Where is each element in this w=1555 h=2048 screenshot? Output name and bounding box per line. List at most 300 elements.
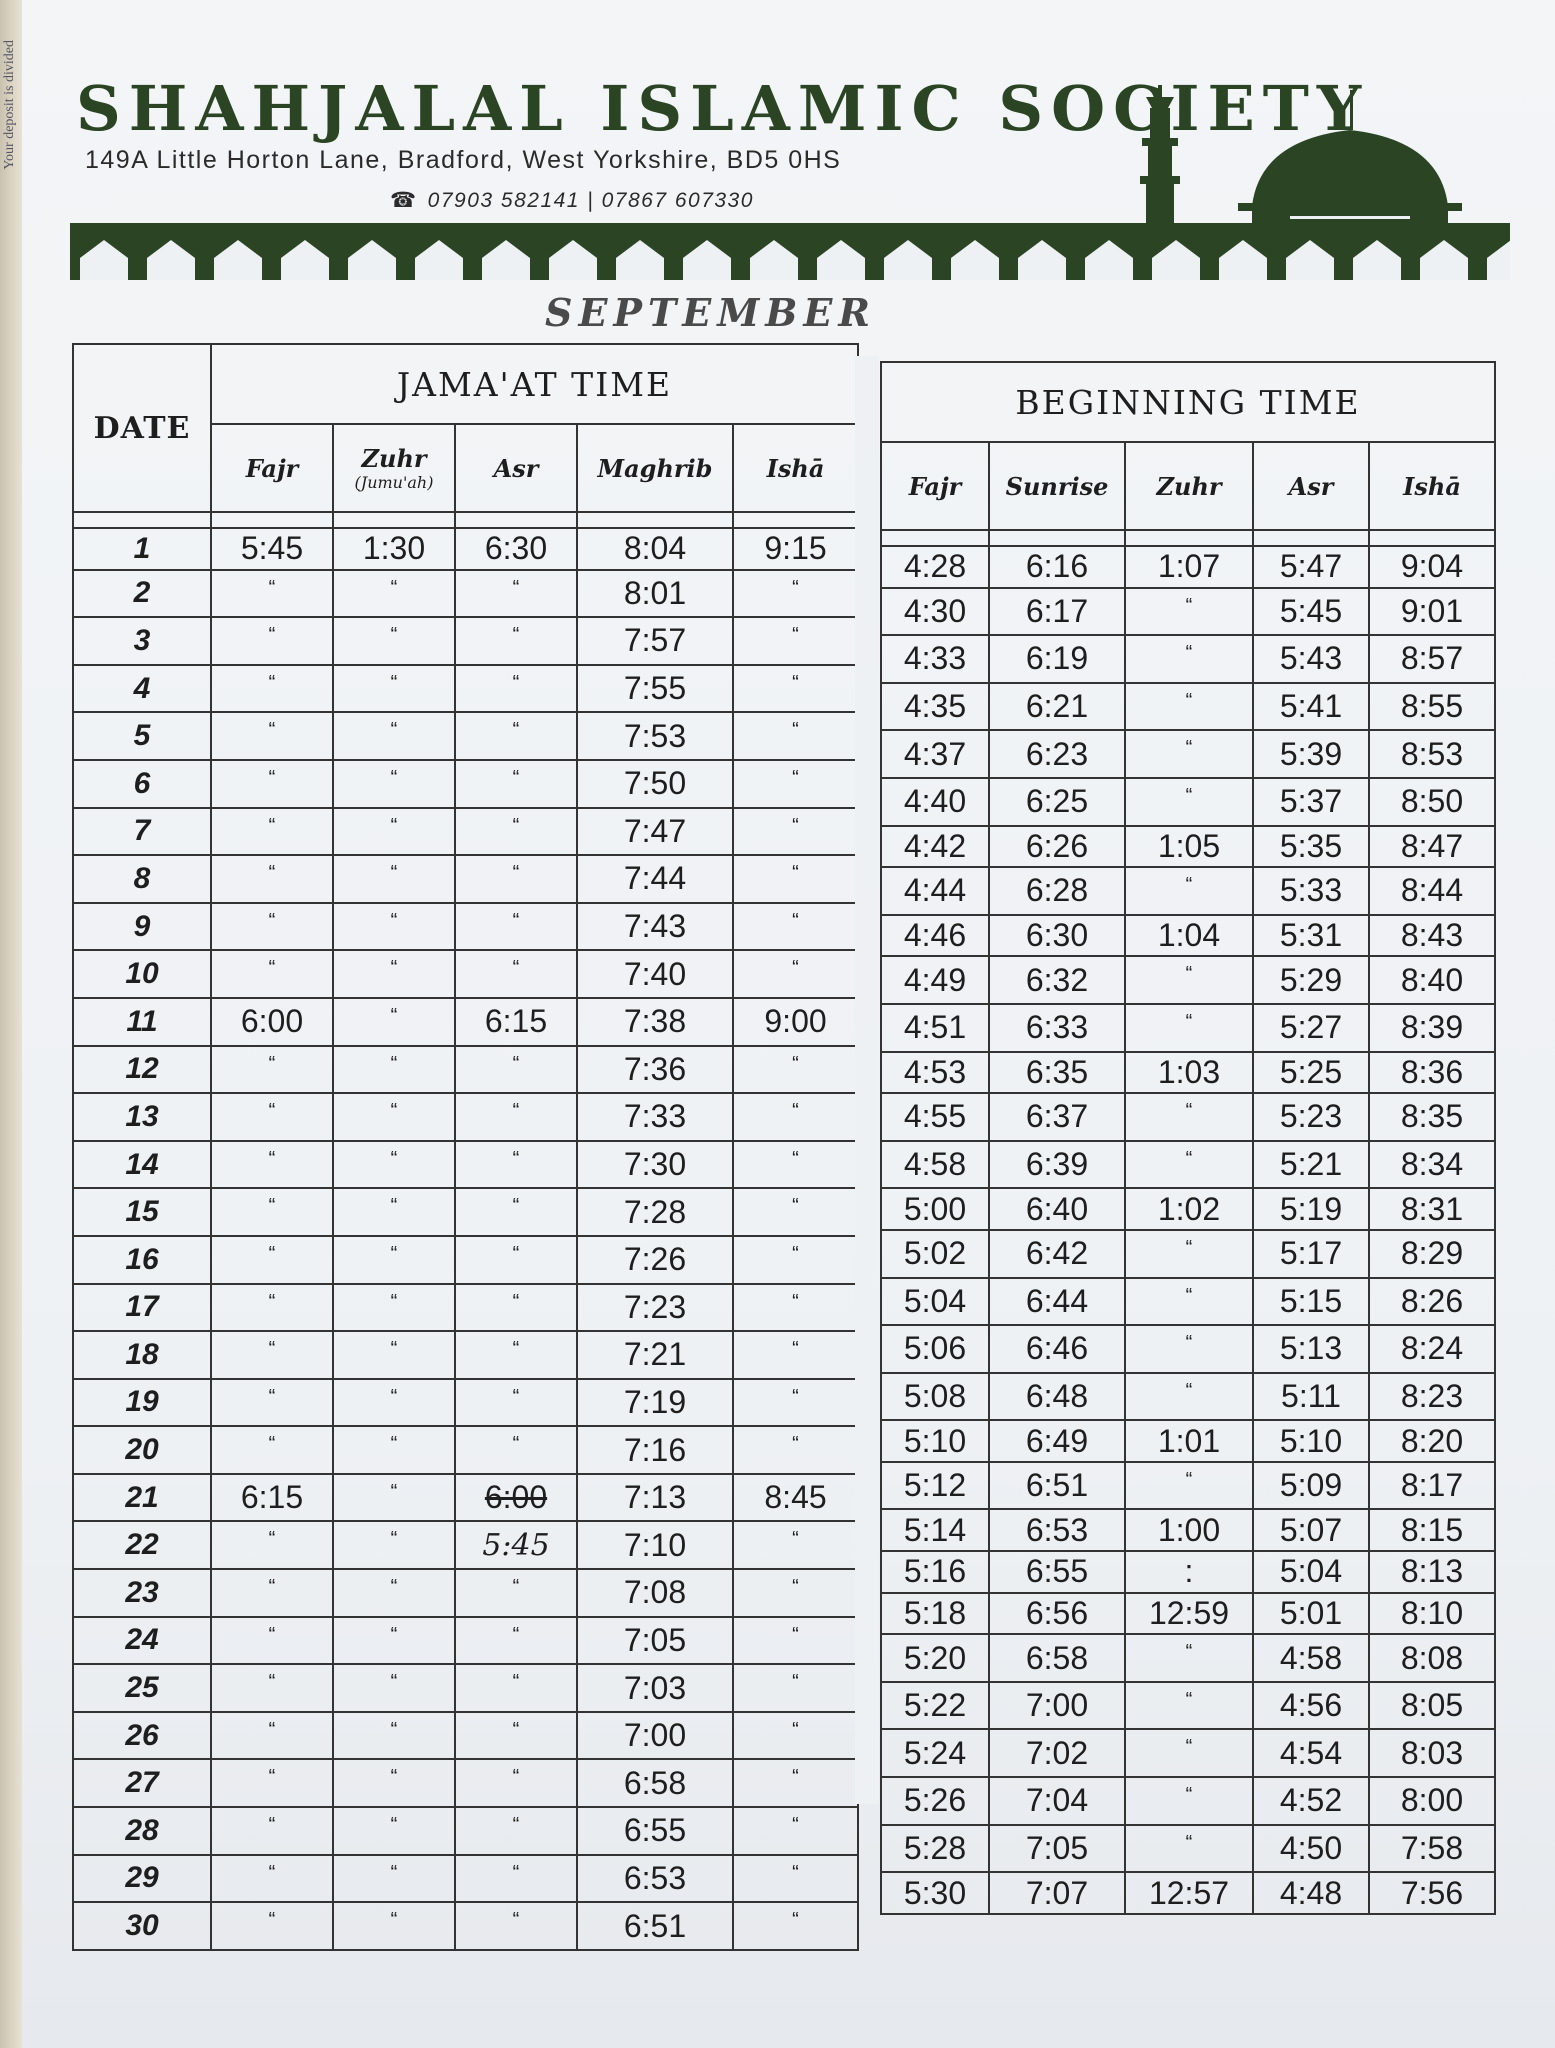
beginning-time-cell: 5:21: [1253, 1141, 1369, 1189]
beginning-time-cell: 5:09: [1253, 1462, 1369, 1510]
table-row: [73, 1141, 858, 1189]
jamaat-time-cell: 8:01: [577, 570, 733, 618]
jamaat-time-cell: “: [455, 808, 577, 856]
table-row: [881, 1729, 1495, 1777]
jamaat-time-cell: “: [211, 1902, 333, 1950]
beginning-time-cell: 8:26: [1369, 1278, 1495, 1326]
jamaat-time-cell: “: [333, 1379, 455, 1427]
jamaat-time-cell: 9:00: [733, 998, 858, 1046]
jamaat-time-cell: “: [455, 1284, 577, 1332]
beginning-time-cell: 6:51: [989, 1462, 1125, 1510]
beginning-time-cell: 6:16: [989, 546, 1125, 588]
jamaat-time-cell: “: [333, 1664, 455, 1712]
beginning-time-cell: 6:26: [989, 826, 1125, 868]
date-cell: 21: [73, 1474, 211, 1522]
beginning-time-cell: 4:33: [881, 635, 989, 683]
beginning-time-cell: 4:50: [1253, 1825, 1369, 1873]
beginning-time-cell: 9:04: [1369, 546, 1495, 588]
jamaat-time-cell: “: [333, 808, 455, 856]
beginning-time-cell: 5:01: [1253, 1593, 1369, 1635]
jamaat-time-cell: “: [333, 1474, 455, 1522]
beginning-time-cell: 8:50: [1369, 778, 1495, 826]
beginning-time-cell: 6:44: [989, 1278, 1125, 1326]
beginning-time-cell: “: [1125, 1729, 1253, 1777]
beginning-time-table: [880, 361, 1496, 1915]
jamaat-time-cell: “: [333, 1521, 455, 1569]
beginning-time-cell: “: [1125, 1462, 1253, 1510]
table-row: [881, 1551, 1495, 1593]
jamaat-time-cell: 7:53: [577, 712, 733, 760]
beginning-time-cell: 12:57: [1125, 1872, 1253, 1914]
beginning-time-cell: 4:53: [881, 1052, 989, 1094]
jamaat-time-cell: 7:38: [577, 998, 733, 1046]
table-row: [73, 617, 858, 665]
beginning-time-cell: 6:37: [989, 1093, 1125, 1141]
beginning-col-header: Fajr: [881, 442, 989, 530]
date-cell: 2: [73, 570, 211, 618]
beginning-time-cell: 8:20: [1369, 1420, 1495, 1462]
beginning-time-cell: 6:39: [989, 1141, 1125, 1189]
jamaat-time-cell: “: [733, 855, 858, 903]
beginning-time-cell: 8:47: [1369, 826, 1495, 868]
jamaat-time-cell: “: [333, 1426, 455, 1474]
jamaat-time-cell: “: [333, 570, 455, 618]
table-row: [881, 1373, 1495, 1421]
jamaat-time-cell: “: [333, 1093, 455, 1141]
jamaat-time-cell: “: [333, 665, 455, 713]
beginning-time-cell: 6:33: [989, 1004, 1125, 1052]
table-row: [73, 1426, 858, 1474]
table-row: [881, 1004, 1495, 1052]
beginning-time-cell: 5:19: [1253, 1188, 1369, 1230]
table-row: [881, 1278, 1495, 1326]
jamaat-time-cell: “: [733, 1712, 858, 1760]
jamaat-time-cell: 7:19: [577, 1379, 733, 1427]
beginning-time-cell: “: [1125, 1682, 1253, 1730]
jamaat-time-cell: “: [733, 1759, 858, 1807]
beginning-time-cell: 5:17: [1253, 1230, 1369, 1278]
jamaat-time-cell: 7:00: [577, 1712, 733, 1760]
beginning-time-cell: 6:32: [989, 956, 1125, 1004]
date-cell: 15: [73, 1188, 211, 1236]
beginning-time-cell: 8:29: [1369, 1230, 1495, 1278]
beginning-time-cell: “: [1125, 683, 1253, 731]
table-row: [881, 1509, 1495, 1551]
beginning-time-cell: 7:58: [1369, 1825, 1495, 1873]
jamaat-time-cell: 6:00: [455, 1474, 577, 1522]
date-cell: 10: [73, 950, 211, 998]
jamaat-time-cell: “: [211, 1188, 333, 1236]
table-row: [881, 826, 1495, 868]
beginning-time-cell: 8:03: [1369, 1729, 1495, 1777]
beginning-time-cell: 8:13: [1369, 1551, 1495, 1593]
jamaat-time-cell: “: [733, 1807, 858, 1855]
beginning-time-cell: 5:31: [1253, 915, 1369, 957]
jamaat-time-cell: “: [733, 1617, 858, 1665]
jamaat-time-cell: “: [733, 1379, 858, 1427]
date-cell: 1: [73, 528, 211, 570]
table-row: [73, 1855, 858, 1903]
date-cell: 8: [73, 855, 211, 903]
table-row: [881, 1141, 1495, 1189]
jamaat-time-cell: “: [733, 1569, 858, 1617]
beginning-time-cell: 5:10: [881, 1420, 989, 1462]
jamaat-time-cell: “: [211, 570, 333, 618]
jamaat-time-cell: “: [333, 617, 455, 665]
jamaat-time-cell: 8:45: [733, 1474, 858, 1522]
jamaat-col-header: [577, 424, 733, 512]
beginning-time-cell: 5:28: [881, 1825, 989, 1873]
jamaat-time-cell: 6:53: [577, 1855, 733, 1903]
jamaat-time-cell: 6:00: [211, 998, 333, 1046]
beginning-time-cell: 5:39: [1253, 730, 1369, 778]
beginning-time-cell: 1:00: [1125, 1509, 1253, 1551]
jamaat-time-cell: 8:04: [577, 528, 733, 570]
jamaat-time-cell: “: [211, 1521, 333, 1569]
jamaat-time-cell: “: [733, 1664, 858, 1712]
jamaat-time-cell: “: [733, 1046, 858, 1094]
jamaat-time-cell: 7:21: [577, 1331, 733, 1379]
beginning-time-cell: 5:08: [881, 1373, 989, 1421]
jamaat-time-cell: “: [455, 1046, 577, 1094]
table-row: [73, 950, 858, 998]
jamaat-time-cell: “: [211, 1855, 333, 1903]
phone-line: [390, 188, 754, 213]
table-row: [73, 1902, 858, 1950]
beginning-time-cell: 4:51: [881, 1004, 989, 1052]
beginning-time-cell: 5:35: [1253, 826, 1369, 868]
jamaat-time-cell: “: [211, 617, 333, 665]
date-cell: 9: [73, 903, 211, 951]
jamaat-time-cell: “: [211, 1284, 333, 1332]
date-cell: 6: [73, 760, 211, 808]
date-cell: 4: [73, 665, 211, 713]
beginning-time-cell: 6:49: [989, 1420, 1125, 1462]
beginning-time-cell: 6:23: [989, 730, 1125, 778]
date-cell: 26: [73, 1712, 211, 1760]
beginning-time-cell: 1:04: [1125, 915, 1253, 957]
jamaat-time-cell: “: [211, 1569, 333, 1617]
beginning-col-header: Asr: [1253, 442, 1369, 530]
jamaat-time-cell: “: [733, 808, 858, 856]
table-row: [73, 1236, 858, 1284]
beginning-time-cell: 4:56: [1253, 1682, 1369, 1730]
jamaat-time-cell: “: [455, 1664, 577, 1712]
beginning-time-cell: 5:07: [1253, 1509, 1369, 1551]
jamaat-time-table: [72, 343, 859, 1951]
jamaat-time-cell: “: [333, 1617, 455, 1665]
jamaat-time-cell: “: [455, 617, 577, 665]
jamaat-time-cell: “: [733, 1426, 858, 1474]
beginning-time-cell: 1:07: [1125, 546, 1253, 588]
beginning-time-cell: 5:02: [881, 1230, 989, 1278]
jamaat-time-cell: “: [733, 1093, 858, 1141]
date-cell: 20: [73, 1426, 211, 1474]
beginning-time-cell: 7:02: [989, 1729, 1125, 1777]
table-row: [881, 778, 1495, 826]
beginning-time-cell: 8:40: [1369, 956, 1495, 1004]
jamaat-time-cell: “: [333, 1569, 455, 1617]
jamaat-time-cell: “: [733, 1855, 858, 1903]
beginning-time-cell: “: [1125, 1825, 1253, 1873]
beginning-time-cell: 6:58: [989, 1634, 1125, 1682]
jamaat-time-cell: 6:15: [211, 1474, 333, 1522]
date-cell: 29: [73, 1855, 211, 1903]
jamaat-time-cell: 6:58: [577, 1759, 733, 1807]
date-cell: 25: [73, 1664, 211, 1712]
beginning-time-cell: 5:37: [1253, 778, 1369, 826]
jamaat-time-cell: 6:55: [577, 1807, 733, 1855]
beginning-time-cell: 5:26: [881, 1777, 989, 1825]
jamaat-time-cell: “: [333, 903, 455, 951]
jamaat-time-cell: “: [211, 1759, 333, 1807]
jamaat-time-cell: “: [333, 760, 455, 808]
table-row: [881, 915, 1495, 957]
beginning-time-cell: 6:46: [989, 1325, 1125, 1373]
jamaat-time-cell: “: [455, 760, 577, 808]
beginning-time-cell: 5:18: [881, 1593, 989, 1635]
jamaat-time-cell: “: [455, 1188, 577, 1236]
jamaat-time-cell: “: [455, 855, 577, 903]
beginning-time-cell: 9:01: [1369, 588, 1495, 636]
jamaat-time-cell: “: [455, 1426, 577, 1474]
beginning-time-cell: 5:47: [1253, 546, 1369, 588]
jamaat-col-header: [733, 424, 858, 512]
jamaat-col-label: Maghrib: [597, 453, 713, 483]
jamaat-time-cell: “: [455, 1712, 577, 1760]
jamaat-time-cell: “: [333, 950, 455, 998]
beginning-time-cell: 6:40: [989, 1188, 1125, 1230]
jamaat-time-cell: “: [333, 855, 455, 903]
beginning-time-cell: 8:43: [1369, 915, 1495, 957]
jamaat-time-cell: “: [211, 1093, 333, 1141]
jamaat-time-cell: 7:10: [577, 1521, 733, 1569]
adjacent-page-text: Your deposit is divided: [2, 40, 17, 170]
table-row: [881, 546, 1495, 588]
beginning-time-cell: “: [1125, 1373, 1253, 1421]
date-cell: 3: [73, 617, 211, 665]
jamaat-time-cell: 7:40: [577, 950, 733, 998]
beginning-time-cell: :: [1125, 1551, 1253, 1593]
beginning-time-cell: 4:28: [881, 546, 989, 588]
jamaat-time-cell: “: [333, 1902, 455, 1950]
beginning-time-cell: 4:58: [881, 1141, 989, 1189]
beginning-time-cell: 5:14: [881, 1509, 989, 1551]
date-cell: 27: [73, 1759, 211, 1807]
beginning-time-cell: 5:30: [881, 1872, 989, 1914]
jamaat-time-cell: “: [333, 998, 455, 1046]
beginning-time-cell: 5:15: [1253, 1278, 1369, 1326]
beginning-time-cell: 6:55: [989, 1551, 1125, 1593]
date-cell: 19: [73, 1379, 211, 1427]
table-row: [881, 1230, 1495, 1278]
table-row: [73, 1284, 858, 1332]
beginning-time-cell: 7:07: [989, 1872, 1125, 1914]
table-row: [73, 808, 858, 856]
jamaat-time-cell: 7:33: [577, 1093, 733, 1141]
jamaat-time-cell: “: [455, 665, 577, 713]
beginning-time-cell: 7:56: [1369, 1872, 1495, 1914]
jamaat-time-cell: 7:26: [577, 1236, 733, 1284]
beginning-time-cell: 5:10: [1253, 1420, 1369, 1462]
jamaat-time-cell: 7:05: [577, 1617, 733, 1665]
jamaat-col-label: Fajr: [245, 453, 299, 483]
beginning-time-cell: 8:39: [1369, 1004, 1495, 1052]
beginning-time-cell: 4:48: [1253, 1872, 1369, 1914]
beginning-time-cell: 8:35: [1369, 1093, 1495, 1141]
beginning-time-cell: 4:42: [881, 826, 989, 868]
beginning-time-cell: “: [1125, 1278, 1253, 1326]
beginning-time-cell: 8:53: [1369, 730, 1495, 778]
jamaat-time-cell: 7:50: [577, 760, 733, 808]
jamaat-time-cell: “: [211, 1236, 333, 1284]
beginning-time-cell: 8:55: [1369, 683, 1495, 731]
beginning-time-cell: 5:20: [881, 1634, 989, 1682]
jamaat-time-cell: “: [333, 712, 455, 760]
jamaat-time-cell: “: [333, 1807, 455, 1855]
beginning-time-cell: “: [1125, 1634, 1253, 1682]
jamaat-time-cell: “: [455, 1236, 577, 1284]
jamaat-time-cell: “: [211, 808, 333, 856]
beginning-col-header: Ishā: [1369, 442, 1495, 530]
jamaat-time-cell: 9:15: [733, 528, 858, 570]
beginning-time-cell: 5:06: [881, 1325, 989, 1373]
beginning-time-cell: 4:30: [881, 588, 989, 636]
table-row: [73, 1188, 858, 1236]
beginning-time-cell: 6:42: [989, 1230, 1125, 1278]
phone-numbers: 07903 582141 | 07867 607330: [427, 189, 754, 212]
table-row: [881, 1872, 1495, 1914]
date-cell: 13: [73, 1093, 211, 1141]
jamaat-time-cell: “: [455, 1617, 577, 1665]
beginning-time-cell: 5:00: [881, 1188, 989, 1230]
table-row: [881, 1777, 1495, 1825]
table-row: [73, 855, 858, 903]
date-cell: 24: [73, 1617, 211, 1665]
jamaat-time-cell: “: [733, 1236, 858, 1284]
table-row: [73, 1807, 858, 1855]
beginning-time-cell: 4:40: [881, 778, 989, 826]
jamaat-time-cell: “: [455, 950, 577, 998]
jamaat-time-cell: “: [733, 712, 858, 760]
jamaat-time-cell: “: [211, 712, 333, 760]
table-row: [881, 1093, 1495, 1141]
beginning-time-cell: 5:33: [1253, 867, 1369, 915]
jamaat-time-cell: “: [211, 1141, 333, 1189]
jamaat-time-cell: 7:08: [577, 1569, 733, 1617]
table-row: [73, 1046, 858, 1094]
beginning-time-cell: 7:00: [989, 1682, 1125, 1730]
jamaat-time-cell: “: [211, 1046, 333, 1094]
table-row: [881, 1462, 1495, 1510]
beginning-time-cell: 5:24: [881, 1729, 989, 1777]
table-gutter: [855, 356, 879, 1804]
beginning-time-cell: 5:45: [1253, 588, 1369, 636]
jamaat-time-cell: 7:16: [577, 1426, 733, 1474]
table-row: [73, 1664, 858, 1712]
beginning-time-cell: “: [1125, 1004, 1253, 1052]
date-cell: 14: [73, 1141, 211, 1189]
jamaat-time-cell: “: [333, 1331, 455, 1379]
beginning-time-cell: 8:31: [1369, 1188, 1495, 1230]
beginning-time-cell: “: [1125, 1141, 1253, 1189]
jamaat-time-cell: “: [333, 1712, 455, 1760]
beginning-time-cell: 8:00: [1369, 1777, 1495, 1825]
beginning-time-cell: 8:10: [1369, 1593, 1495, 1635]
beginning-time-cell: 1:01: [1125, 1420, 1253, 1462]
date-cell: 28: [73, 1807, 211, 1855]
beginning-time-cell: 8:15: [1369, 1509, 1495, 1551]
beginning-time-cell: 5:22: [881, 1682, 989, 1730]
beginning-time-cell: 4:44: [881, 867, 989, 915]
beginning-time-cell: 1:02: [1125, 1188, 1253, 1230]
jamaat-time-cell: 7:55: [577, 665, 733, 713]
table-row: [881, 1825, 1495, 1873]
jamaat-time-cell: “: [733, 665, 858, 713]
table-row: [73, 1712, 858, 1760]
jamaat-time-cell: “: [733, 1331, 858, 1379]
beginning-time-cell: 6:17: [989, 588, 1125, 636]
jamaat-col-label: Ishā: [766, 453, 825, 483]
beginning-group-header: BEGINNING TIME: [881, 362, 1495, 442]
jamaat-time-cell: “: [733, 1902, 858, 1950]
beginning-time-cell: 8:08: [1369, 1634, 1495, 1682]
table-row: [73, 760, 858, 808]
date-cell: 7: [73, 808, 211, 856]
table-row: [73, 903, 858, 951]
beginning-time-cell: 1:03: [1125, 1052, 1253, 1094]
table-row: [73, 1379, 858, 1427]
jamaat-time-cell: “: [455, 570, 577, 618]
jamaat-time-cell: “: [211, 855, 333, 903]
table-row: [881, 588, 1495, 636]
beginning-time-cell: 5:43: [1253, 635, 1369, 683]
table-row: [881, 1593, 1495, 1635]
date-cell: 23: [73, 1569, 211, 1617]
beginning-time-cell: 5:16: [881, 1551, 989, 1593]
jamaat-time-cell: “: [455, 1759, 577, 1807]
table-row: [881, 1682, 1495, 1730]
jamaat-time-cell: 7:30: [577, 1141, 733, 1189]
jamaat-time-cell: “: [733, 1521, 858, 1569]
jamaat-time-cell: “: [733, 1284, 858, 1332]
jamaat-time-cell: 7:43: [577, 903, 733, 951]
beginning-col-header: Zuhr: [1125, 442, 1253, 530]
jamaat-time-cell: “: [211, 665, 333, 713]
jamaat-col-header: [333, 424, 455, 512]
table-row: [881, 956, 1495, 1004]
table-row: [73, 1569, 858, 1617]
jamaat-time-cell: “: [455, 712, 577, 760]
beginning-time-cell: 8:24: [1369, 1325, 1495, 1373]
society-title: SHAHJALAL ISLAMIC SOCIETY: [76, 72, 1370, 145]
jamaat-time-cell: 7:23: [577, 1284, 733, 1332]
jamaat-time-cell: “: [211, 903, 333, 951]
table-row: [881, 867, 1495, 915]
telephone-icon: ☎: [390, 189, 418, 212]
beginning-time-cell: 8:44: [1369, 867, 1495, 915]
table-row: [73, 570, 858, 618]
beginning-time-cell: 5:23: [1253, 1093, 1369, 1141]
date-cell: 22: [73, 1521, 211, 1569]
table-row: [73, 1759, 858, 1807]
beginning-time-cell: 5:27: [1253, 1004, 1369, 1052]
beginning-time-cell: 5:04: [881, 1278, 989, 1326]
jamaat-time-cell: 1:30: [333, 528, 455, 570]
jamaat-time-cell: “: [211, 1712, 333, 1760]
jamaat-time-cell: 7:28: [577, 1188, 733, 1236]
jamaat-time-cell: “: [333, 1141, 455, 1189]
